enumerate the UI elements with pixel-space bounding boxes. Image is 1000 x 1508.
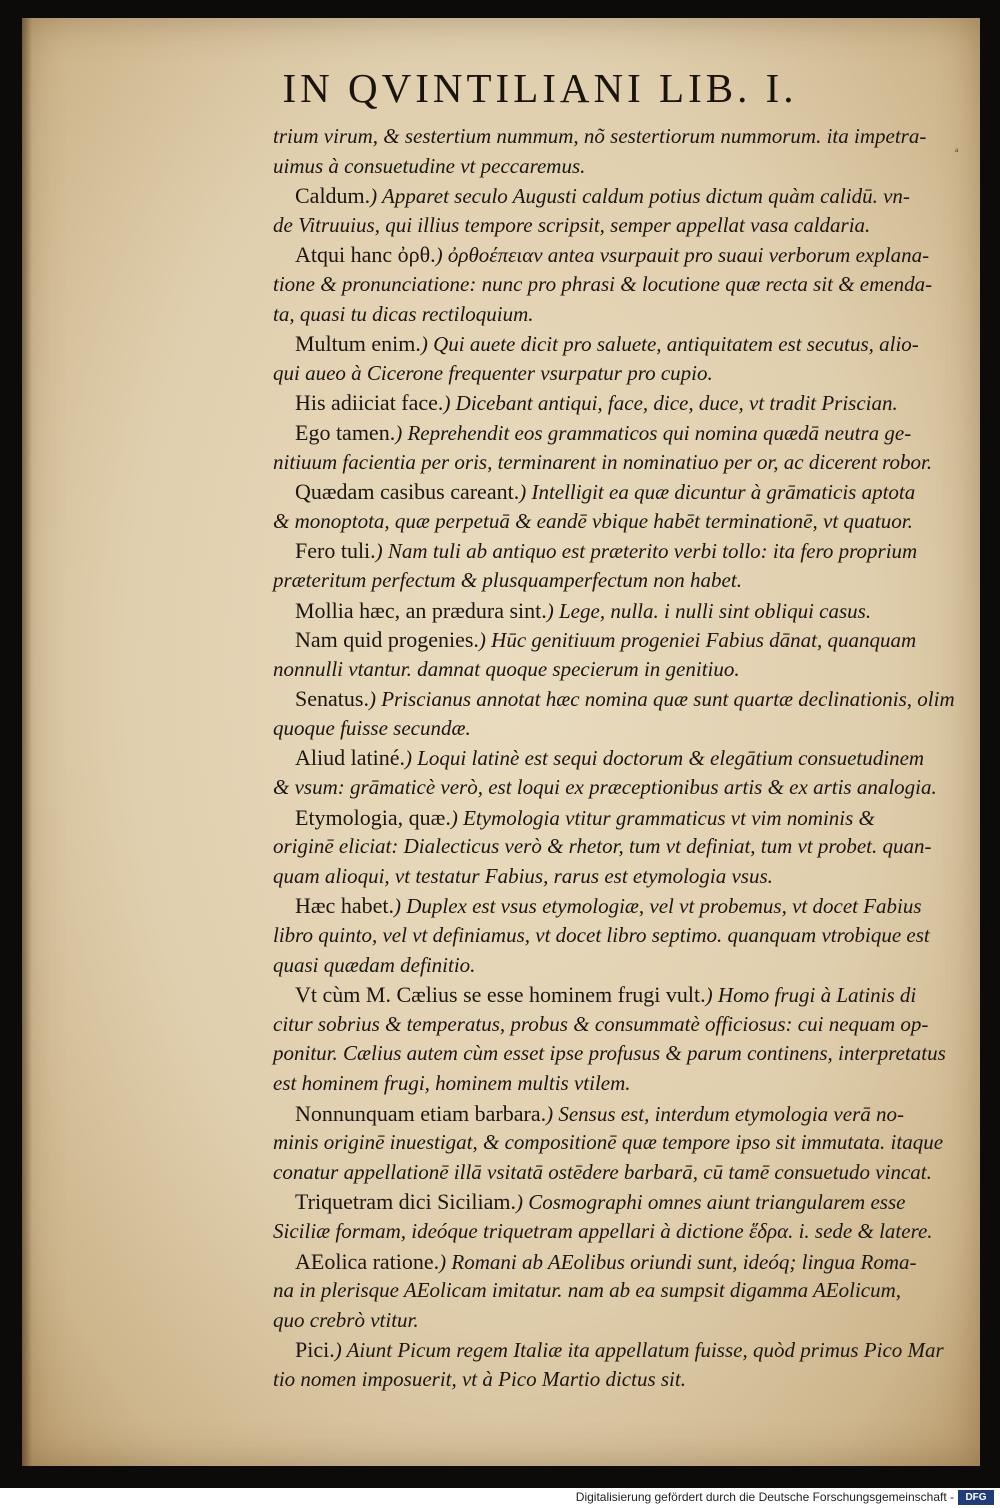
gloss: ) Etymologia vtitur grammaticus vt vim nominis & bbox=[450, 805, 875, 830]
gloss: nonnulli vtantur. damnat quoque specierum in genitiuo. bbox=[273, 656, 740, 681]
lemma: Fero tuli. bbox=[295, 538, 376, 564]
commentary-text bbox=[273, 122, 973, 1395]
gloss: tio nomen imposuerit, vt à Pico Martio dictus sit. bbox=[273, 1366, 686, 1391]
text-line bbox=[273, 477, 973, 507]
gloss: ) Hūc genitiuum progeniei Fabius dānat, quanquam bbox=[478, 628, 917, 653]
gloss: præteritum perfectum & plusquamperfectum non habet. bbox=[273, 567, 742, 592]
gloss: ) Reprehendit eos grammaticos qui nomina quædā neutra ge- bbox=[395, 420, 912, 445]
text-line bbox=[273, 152, 973, 182]
gloss: ) Romani ab AEolibus oriundi sunt, ideóq; lingua Roma- bbox=[439, 1249, 917, 1274]
gloss: de Vitruuius, qui illius tempore scripsit, semper appellat vasa caldaria. bbox=[273, 212, 871, 237]
gloss: ) ὀρθοέπειαν antea vsurpauit pro suaui verborum explana- bbox=[435, 243, 930, 268]
funding-credit: Digitalisierung gefördert durch die Deutsche Forschungsgemeinschaft - bbox=[575, 1490, 954, 1504]
lemma: Multum enim. bbox=[295, 331, 421, 357]
gloss: & monoptota, quæ perpetuā & eandē vbique habēt terminationē, vt quatuor. bbox=[273, 508, 913, 533]
lemma: Mollia hæc, an prædura sint. bbox=[295, 597, 547, 623]
text-line bbox=[273, 122, 973, 152]
text-line bbox=[273, 1158, 973, 1188]
lemma: His adiiciat face. bbox=[295, 390, 444, 416]
text-line bbox=[273, 240, 973, 270]
text-line bbox=[273, 980, 973, 1010]
text-line bbox=[273, 891, 973, 921]
text-line bbox=[273, 1306, 973, 1336]
running-header bbox=[0, 64, 1000, 112]
lemma: Triquetram dici Siciliam. bbox=[295, 1189, 516, 1215]
text-line bbox=[273, 1099, 973, 1129]
gloss: minis originē inuestigat, & compositionē quæ tempore ipso sit immutata. itaque bbox=[273, 1130, 944, 1155]
gloss: ) Homo frugi à Latinis di bbox=[705, 983, 917, 1008]
text-line bbox=[273, 803, 973, 833]
text-line bbox=[273, 862, 973, 892]
text-line bbox=[273, 418, 973, 448]
text-line bbox=[273, 181, 973, 211]
gloss: quo crebrò vtitur. bbox=[273, 1307, 419, 1332]
text-line bbox=[273, 1069, 973, 1099]
gloss: quoque fuisse secundæ. bbox=[273, 715, 471, 740]
gloss: ) Intelligit ea quæ dicuntur à grāmaticis aptota bbox=[519, 480, 916, 505]
gloss: originē eliciat: Dialecticus verò & rhetor, tum vt definiat, tum vt probet. quan- bbox=[273, 834, 932, 859]
text-line bbox=[273, 270, 973, 300]
text-line bbox=[273, 1039, 973, 1069]
text-line bbox=[273, 625, 973, 655]
lemma: AEolica ratione. bbox=[295, 1248, 440, 1274]
text-line bbox=[273, 1247, 973, 1277]
gloss: uimus à consuetudine vt peccaremus. bbox=[273, 153, 586, 178]
text-line bbox=[273, 507, 973, 537]
running-title: IN QVINTILIANI LIB. I. bbox=[282, 65, 798, 111]
text-line bbox=[273, 1335, 973, 1365]
gloss: ta, quasi tu dicas rectiloquium. bbox=[273, 301, 534, 326]
gloss: est hominem frugi, hominem multis vtilem. bbox=[273, 1071, 631, 1095]
text-line bbox=[273, 655, 973, 685]
gloss: qui aueo à Cicerone frequenter vsurpatur pro cupio. bbox=[273, 360, 713, 385]
text-line bbox=[273, 566, 973, 596]
gloss: ) Cosmographi omnes aiunt triangularem esse bbox=[516, 1190, 906, 1215]
gloss: nitiuum facientia per oris, terminarent in nominatiuo per or, ac dicerent robor. bbox=[273, 449, 933, 474]
gloss: tione & pronunciatione: nunc pro phrasi & locutione quæ recta sit & emenda- bbox=[273, 271, 933, 296]
lemma: Etymologia, quæ. bbox=[295, 804, 451, 830]
gloss: & vsum: grāmaticè verò, est loqui ex præceptionibus artis & ex artis analogia. bbox=[273, 775, 937, 800]
lemma: Nam quid progenies. bbox=[295, 627, 479, 653]
lemma: Pici. bbox=[295, 1337, 335, 1363]
lemma: Aliud latiné. bbox=[295, 745, 405, 771]
gloss: ) Nam tuli ab antiquo est præterito verbi tollo: ita fero proprium bbox=[375, 539, 918, 564]
gloss: ) Lege, nulla. i nulli sint obliqui casus. bbox=[546, 598, 872, 623]
text-line bbox=[273, 359, 973, 389]
lemma: Vt cùm M. Cælius se esse hominem frugi vult. bbox=[295, 982, 706, 1008]
text-line bbox=[273, 448, 973, 478]
text-line bbox=[273, 951, 973, 981]
text-line bbox=[273, 1365, 973, 1395]
text-line bbox=[273, 211, 973, 241]
text-line bbox=[273, 388, 973, 418]
gloss: ) Priscianus annotat hæc nomina quæ sunt quartæ declinationis, olim bbox=[368, 687, 955, 712]
gloss: trium virum, & sestertium nummum, nõ sestertiorum nummorum. ita impetra- bbox=[273, 124, 927, 148]
text-line bbox=[273, 921, 973, 951]
text-line bbox=[273, 536, 973, 566]
lemma: Hæc habet. bbox=[295, 893, 394, 919]
footer-bar bbox=[0, 1488, 1000, 1508]
text-line bbox=[273, 1010, 973, 1040]
text-line bbox=[273, 1128, 973, 1158]
dfg-logo-icon: DFG bbox=[958, 1490, 994, 1505]
gloss: libro quinto, vel vt definiamus, vt docet libro septimo. quanquam vtrobique est bbox=[273, 923, 930, 948]
gloss: ) Dicebant antiqui, face, dice, duce, vt tradit Priscian. bbox=[443, 391, 898, 416]
text-line bbox=[273, 329, 973, 359]
text-line bbox=[273, 832, 973, 862]
gloss: ) Qui auete dicit pro saluete, antiquitatem est secutus, alio- bbox=[420, 332, 919, 357]
text-line bbox=[273, 743, 973, 773]
lemma: Atqui hanc ὀρθ. bbox=[295, 242, 436, 268]
gloss: ) Loqui latinè est sequi doctorum & elegātium consuetudinem bbox=[404, 746, 925, 771]
text-line bbox=[273, 596, 973, 626]
text-line bbox=[273, 714, 973, 744]
text-line bbox=[273, 1217, 973, 1247]
lemma: Senatus. bbox=[295, 686, 369, 712]
text-line bbox=[273, 300, 973, 330]
gloss: ponitur. Cælius autem cùm esset ipse profusus & parum continens, interpretatus bbox=[273, 1041, 946, 1066]
gloss: ) Sensus est, interdum etymologia verā no- bbox=[546, 1101, 904, 1126]
text-line bbox=[273, 1276, 973, 1306]
gloss: ) Duplex est vsus etymologiæ, vel vt probemus, vt docet Fabius bbox=[393, 894, 922, 919]
gloss: conatur appellationē illā vsitatā ostēdere barbarā, cū tamē consuetudo vincat. bbox=[273, 1159, 932, 1184]
text-line bbox=[273, 773, 973, 803]
page-gutter-shadow bbox=[22, 18, 32, 1466]
gloss: Siciliæ formam, ideóque triquetram appellari à dictione ἕδρα. i. sede & latere. bbox=[273, 1218, 933, 1243]
lemma: Quædam casibus careant. bbox=[295, 479, 520, 505]
lemma: Caldum. bbox=[295, 183, 371, 209]
gloss: citur sobrius & temperatus, probus & consummatè officiosus: cui nequam op- bbox=[273, 1011, 929, 1036]
gloss: na in plerisque AEolicam imitatur. nam ab ea sumpsit digamma AEolicum, bbox=[273, 1278, 902, 1303]
text-line bbox=[273, 1187, 973, 1217]
text-line bbox=[273, 684, 973, 714]
gloss: quasi quædam definitio. bbox=[273, 952, 476, 977]
gloss: ) Aiunt Picum regem Italiæ ita appellatum fuisse, quòd primus Pico Mar bbox=[334, 1338, 944, 1363]
gloss: quam alioqui, vt testatur Fabius, rarus est etymologia vsus. bbox=[273, 863, 773, 888]
lemma: Nonnunquam etiam barbara. bbox=[295, 1100, 547, 1126]
gloss: ) Apparet seculo Augusti caldum potius dictum quàm calidū. vn- bbox=[370, 184, 910, 209]
corner-mark: ª bbox=[955, 146, 959, 160]
lemma: Ego tamen. bbox=[295, 419, 396, 445]
